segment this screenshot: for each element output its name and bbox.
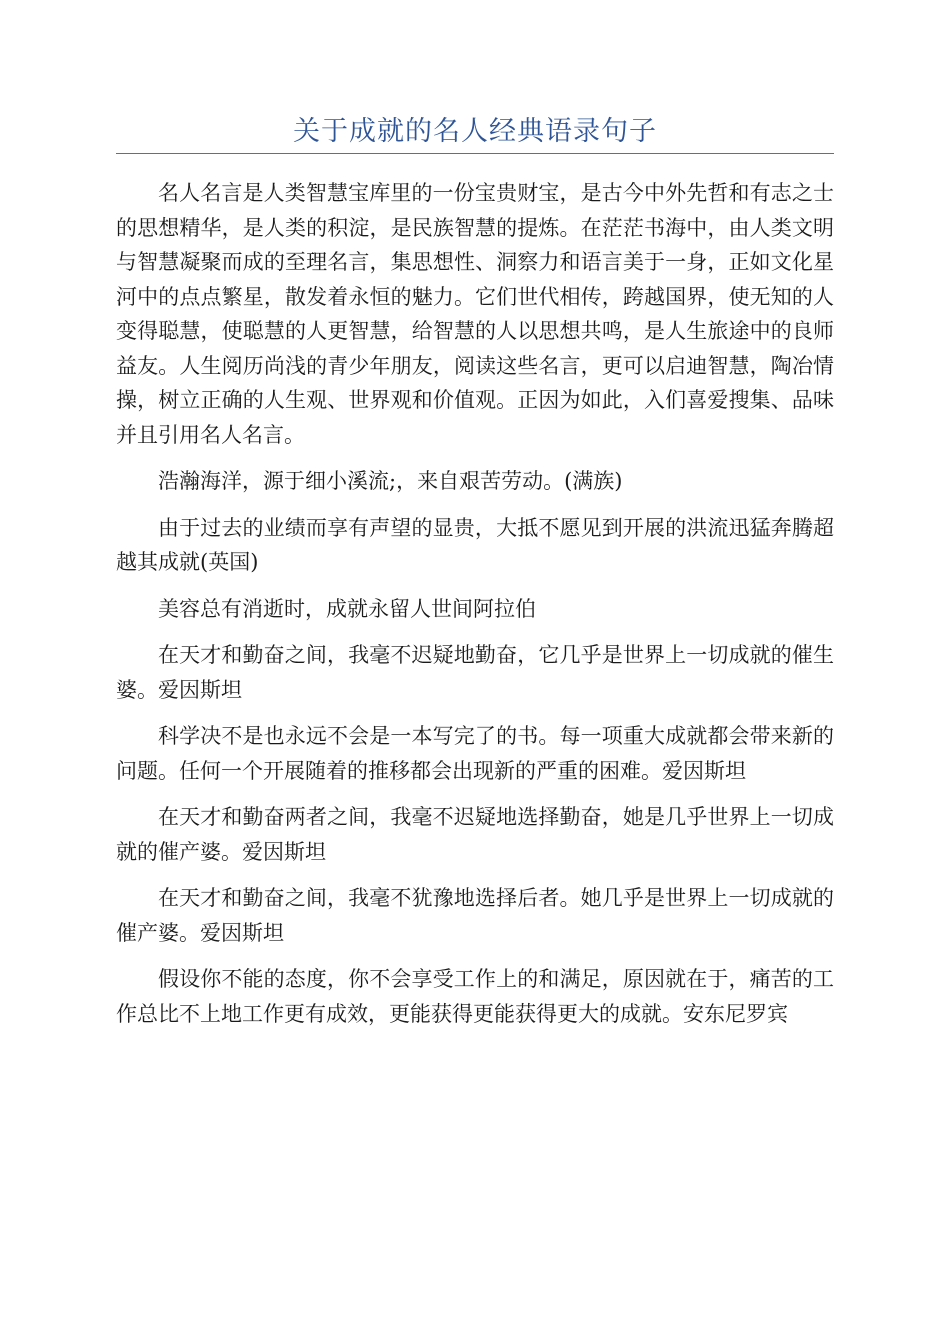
quote-paragraph: 科学决不是也永远不会是一本写完了的书。每一项重大成就都会带来新的问题。任何一个开展随着的推移都会出现新的严重的困难。爱因斯坦 [116,724,834,783]
document-body [116,176,834,1043]
quote-paragraph: 美容总有消逝时，成就永留人世间阿拉伯 [158,596,536,621]
intro-paragraph: 名人名言是人类智慧宝库里的一份宝贵财宝，是古今中外先哲和有志之士的思想精华，是人类的积淀，是民族智慧的提炼。在茫茫书海中，由人类文明与智慧凝聚而成的至理名言，集思想性、洞察力和语言美于一身，正如文化星河中的点点繁星，散发着永恒的魅力。它们世代相传，跨越国界，使无知的人变得聪慧，使聪慧的人更智慧，给智慧的人以思想共鸣，是人生旅途中的良师益友。人生阅历尚浅的青少年朋友，阅读这些名言，更可以启迪智慧，陶冶情操，树立正确的人生观、世界观和价值观。正因为如此，入们喜爱搜集、品味并且引用名人名言。 [116,181,834,447]
document-title: 关于成就的名人经典语录句子 [293,116,657,147]
quote-paragraph: 在天才和勤奋之间，我毫不迟疑地勤奋，它几乎是世界上一切成就的催生婆。爱因斯坦 [116,643,834,702]
quote-paragraph: 假设你不能的态度，你不会享受工作上的和满足，原因就在于，痛苦的工作总比不上地工作更有成效，更能获得更能获得更大的成就。安东尼罗宾 [116,967,834,1026]
quote-paragraph: 浩瀚海洋，源于细小溪流;，来自艰苦劳动。(满族) [158,469,623,493]
quote-paragraph: 由于过去的业绩而享有声望的显贵，大抵不愿见到开展的洪流迅猛奔腾超越其成就(英国) [116,515,834,574]
quote-paragraph: 在天才和勤奋之间，我毫不犹豫地选择后者。她几乎是世界上一切成就的催产婆。爱因斯坦 [116,886,834,945]
title-underline [116,153,834,154]
quote-paragraph: 在天才和勤奋两者之间，我毫不迟疑地选择勤奋，她是几乎世界上一切成就的催产婆。爱因斯坦 [116,805,834,864]
